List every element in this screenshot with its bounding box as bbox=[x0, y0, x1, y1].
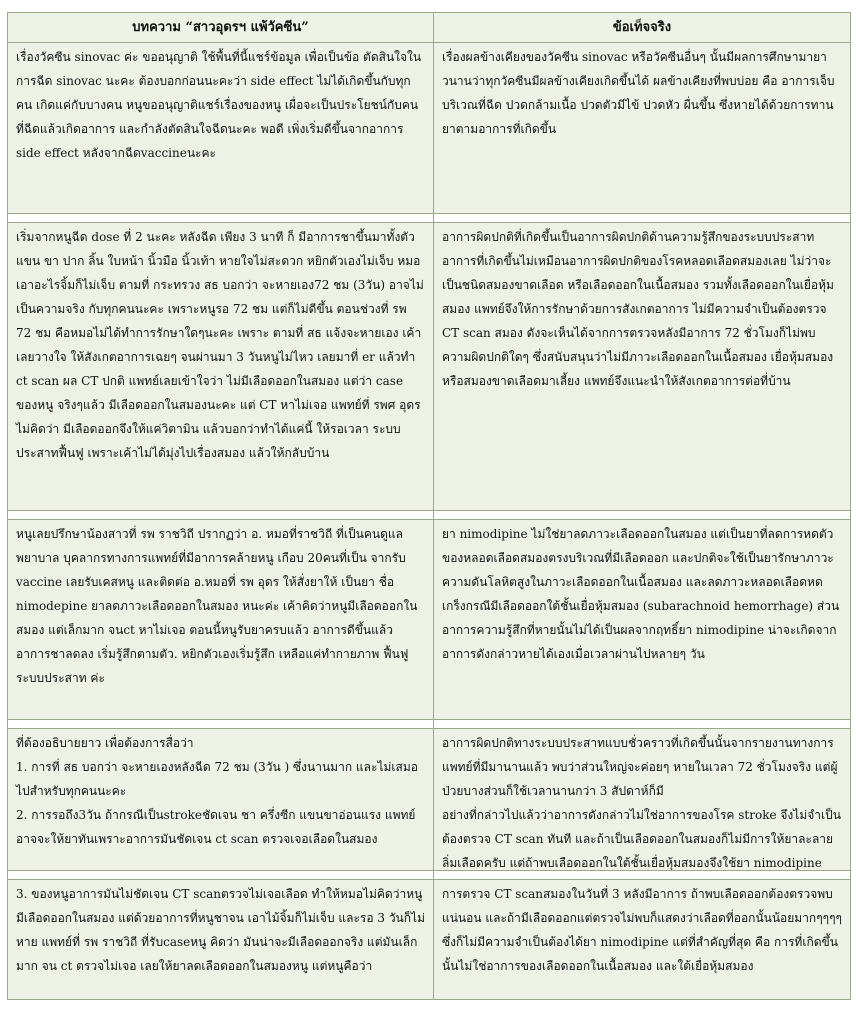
fact-text: อาการผิดปกติทางระบบประสาทแบบชั่วคราวที่เกิดขึ้นนั้นจากรายงานทางการแพทย์ที่มีมานานแล้ว พบว่าส่วนใหญ่จะค่อยๆ หายในเวลา 72 ชั่วโมงจริง แต่ผู้ป่วยบางส่วนก็ใช้เวลานานกว่า 3 สัปดาห์ก็มี อย่างที่กล่าวไปแล้วว่าอาการดังกล่าวไม่ใช่อาการของโรค stroke จึงไม่จำเป็นต้องตรวจ CT scan ทันที และถ้าเป็นเลือดออกในสมองก็ไม่มีการให้ยาละลายลิ่มเลือดครับ แต่ถ้าพบเลือดออกในใต้ชั้นเยื่อหุ้มสมองจึงใช้ยา nimodipine bbox=[441, 736, 841, 870]
fact-text: เรื่องผลข้างเคียงของวัคซีน sinovac หรือวัคซีนอื่นๆ นั้นมีผลการศึกษามายาวนานว่าทุกวัคซีนมีผลข้างเคียงเกิดขึ้นได้ ผลข้างเคียงที่พบบ่อย คือ อาการเจ็บบริเวณที่ฉีด ปวดกล้ามเนื้อ ปวดตัวมีไข้ ปวดหัว ผื่นขึ้น ซึ่งหายได้ด้วยการทานยาตามอาการที่เกิดขึ้น bbox=[441, 50, 835, 136]
table-header-row bbox=[8, 13, 850, 43]
article-text: 3. ของหนูอาการมันไม่ชัดเจน CT scanตรวจไม่เจอเลือด ทำให้หมอไม่คิดว่าหนูมีเลือดออกในสมอง แต่ด้วยอาการที่หนูชาจน เอาไม้จิ้มก็ไม่เจ็บ และรอ 3 วันก็ไม่หาย แพทย์ที่ รพ ราชวิถี ที่รับcaseหนู คิดว่า มันน่าจะมีเลือดออกจริง แต่มันเล็กมาก จน ct ตรวจไม่เจอ เลยให้ยาลดเลือดออกในสมองหนู แต่หนูคือว่า bbox=[16, 887, 425, 973]
table-row bbox=[8, 728, 850, 870]
row-gap bbox=[8, 213, 850, 222]
fact-text: การตรวจ CT scanสมองในวันที่ 3 หลังมีอาการ ถ้าพบเลือดออกต้องตรวจพบแน่นอน และถ้ามีเลือดออกแต่ตรวจไม่พบก็แสดงว่าเลือดที่ออกนั้นน้อยมากๆๆๆๆ ซึ่งก็ไม่มีความจำเป็นต้องได้ยา nimodipine แต่ที่สำคัญที่สุด คือ การที่เกิดขึ้นนั้นไม่ใช่อาการของเลือดออกในเนื้อสมอง และใต้เยื่อหุ้มสมอง bbox=[441, 887, 846, 973]
article-cell bbox=[8, 880, 434, 999]
article-cell bbox=[8, 223, 434, 510]
table-row bbox=[8, 879, 850, 999]
row-gap bbox=[8, 719, 850, 728]
table-row bbox=[8, 519, 850, 719]
article-cell bbox=[8, 729, 434, 870]
fact-cell bbox=[434, 880, 850, 999]
fact-cell bbox=[434, 729, 850, 870]
fact-text: อาการผิดปกติที่เกิดขึ้นเป็นอาการผิดปกติด้านความรู้สึกของระบบประสาท อาการที่เกิดขึ้นไม่เหมือนอาการผิดปกติของโรคหลอดเลือดสมองเลย ไม่ว่าจะเป็นชนิดสมองขาดเลือด หรือเลือดออกในเนื้อสมอง รวมทั้งเลือดออกในเยื่อหุ้มสมอง แพทย์จึงให้การรักษาด้วยการสังเกตอาการ ไม่มีความจำเป็นต้องตรวจ CT scan สมอง ดังจะเห็นได้จากการตรวจหลังมีอาการ 72 ชั่วโมงก็ไม่พบความผิดปกติใดๆ ซึ่งสนับสนุนว่าไม่มีภาวะเลือดออกในเนื้อสมอง เยื่อหุ้มสมอง หรือสมองขาดเลือดมาเลี้ยง แพทย์จึงแนะนำให้สังเกตอาการต่อที่บ้าน bbox=[441, 230, 837, 388]
fact-cell bbox=[434, 223, 850, 510]
table-row bbox=[8, 222, 850, 510]
fact-cell bbox=[434, 520, 850, 719]
article-text: เริ่มจากหนูฉีด dose ที่ 2 นะคะ หลังฉีด เพียง 3 นาที ก็ มีอาการชาขึ้นมาทั้งตัว แขน ขา ปาก ลิ้น ใบหน้า นิ้วมือ นิ้วเท้า หายใจไม่สะดวก หยิกตัวเองไม่เจ็บ หมอเอาอะไรจิ้มก็ไม่เจ็บ ตามที่ กระทรวง สธ บอกว่า จะหายเอง72 ชม (3วัน) อาจไม่เป็นความจริง กับทุกคนนะคะ เพราะหนูรอ 72 ชม แต่ก็ไม่ดีขึ้น ตอนช่วงที่ รพ 72 ชม คือหมอไม่ได้ทำการรักษาใดๆนะคะ เพราะ ตามที่ สธ แจ้งจะหายเอง เค้าเลยวางใจ ให้สังเกตอาการเฉยๆ จนผ่านมา 3 วันหนูไม่ไหว เลยมาที่ er แล้วทำ ct scan ผล CT ปกติ แพทย์เลยเข้าใจว่า ไม่มีเลือดออกในสมอง แต่ว่า case ของหนู จริงๆแล้ว มีเลือดออกในสมองนะคะ แต่ CT หาไม่เจอ แพทย์ที่ รพศ อุดร ไม่คิดว่า มีเลือดออกจึงให้แค่วิตามิน แล้วบอกว่าทำได้แค่นี้ ให้รอเวลา ระบบประสาทฟื้นฟู เพราะเค้าไม่ได้มุ่งไปเรื่องสมอง แล้วให้กลับบ้าน bbox=[16, 230, 425, 460]
article-text: เรื่องวัคซีน sinovac ค่ะ ขออนุญาติ ใช้พื้นที่นี้แชร์ข้อมูล เพื่อเป็นข้อ ตัดสินใจในการฉีด sinovac นะคะ ต้องบอกก่อนนะคะว่า side effect ไม่ได้เกิดขึ้นกับทุกคน เกิดแค่กับบางคน หนูขออนุญาติแชร์เรื่องของหนู เผื่อจะเป็นประโยชน์กับคนที่ฉีดแล้วเกิดอาการ และกำลังตัดสินใจฉีดนะคะ พอดี เพิ่งเริ่มดีขึ้นจากอาการ side effect หลังจากฉีดvaccineนะคะ bbox=[16, 50, 422, 160]
fact-cell bbox=[434, 43, 850, 213]
row-gap bbox=[8, 510, 850, 519]
row-gap bbox=[8, 870, 850, 879]
header-article: บทความ “สาวอุดรฯ แพ้วัคซีน” bbox=[8, 13, 434, 42]
comparison-table bbox=[7, 12, 851, 1000]
table-row bbox=[8, 43, 850, 213]
article-text: ที่ต้องอธิบายยาว เพื่อต้องการสื่อว่า 1. การที่ สธ บอกว่า จะหายเองหลังฉีด 72 ชม (3วัน ) ซึ่งนานมาก และไม่เสมอไปสำหรับทุกคนนะคะ 2. การรอถึง3วัน ถ้ากรณีเป็นstrokeชัดเจน ชา ครึ่งซีก แขนขาอ่อนแรง แพทย์อาจจะให้ยาทันเพราะอาการมันชัดเจน ct scan ตรวจเจอเลือดในสมอง bbox=[16, 736, 418, 846]
header-facts: ข้อเท็จจริง bbox=[612, 20, 672, 35]
fact-text: ยา nimodipine ไม่ใช่ยาลดภาวะเลือดออกในสมอง แต่เป็นยาที่ลดการหดตัวของหลอดเลือดสมองตรงบริเวณที่มีเลือดออก และปกติจะใช้เป็นยารักษาภาวะความดันโลหิตสูงในภาวะเลือดออกในเนื้อสมอง และลดภาวะหลอดเลือดหดเกร็งกรณีมีเลือดออกใต้ชั้นเยื่อหุ้มสมอง (subarachnoid hemorrhage) ส่วนอาการความรู้สึกที่หายนั้นไม่ได้เป็นผลจากฤทธิ์ยา nimodipine น่าจะเกิดจากอาการดังกล่าวหายได้เองเมื่อเวลาผ่านไปหลายๆ วัน bbox=[441, 527, 840, 661]
article-cell bbox=[8, 520, 434, 719]
article-text: หนูเลยปรึกษาน้องสาวที่ รพ ราชวิถี ปรากฏว่า อ. หมอที่ราชวิถี ที่เป็นคนดูแลพยาบาล บุคลากรทางการแพทย์ที่มีอาการคล้ายหนู เกือบ 20คนที่เป็น จากรับ vaccine เลยรับเคสหนู และติดต่อ อ.หมอที่ รพ อุดร ให้สั่งยาให้ เป็นยา ชื่อ nimodepine ยาลดภาวะเลือดออกในสมอง หนะค่ะ เค้าคิดว่าหนูมีเลือดออกในสมอง แต่เล็กมาก จนct หาไม่เจอ ตอนนี้หนูรับยาครบแล้ว อาการดีขึ้นแล้ว อาการชาลดลง เริ่มรู้สึกตามตัว. หยิกตัวเองเริ่มรู้สึก เหลือแค่ทำกายภาพ ฟื้นฟูระบบประสาท ค่ะ bbox=[16, 527, 418, 685]
article-cell bbox=[8, 43, 434, 213]
